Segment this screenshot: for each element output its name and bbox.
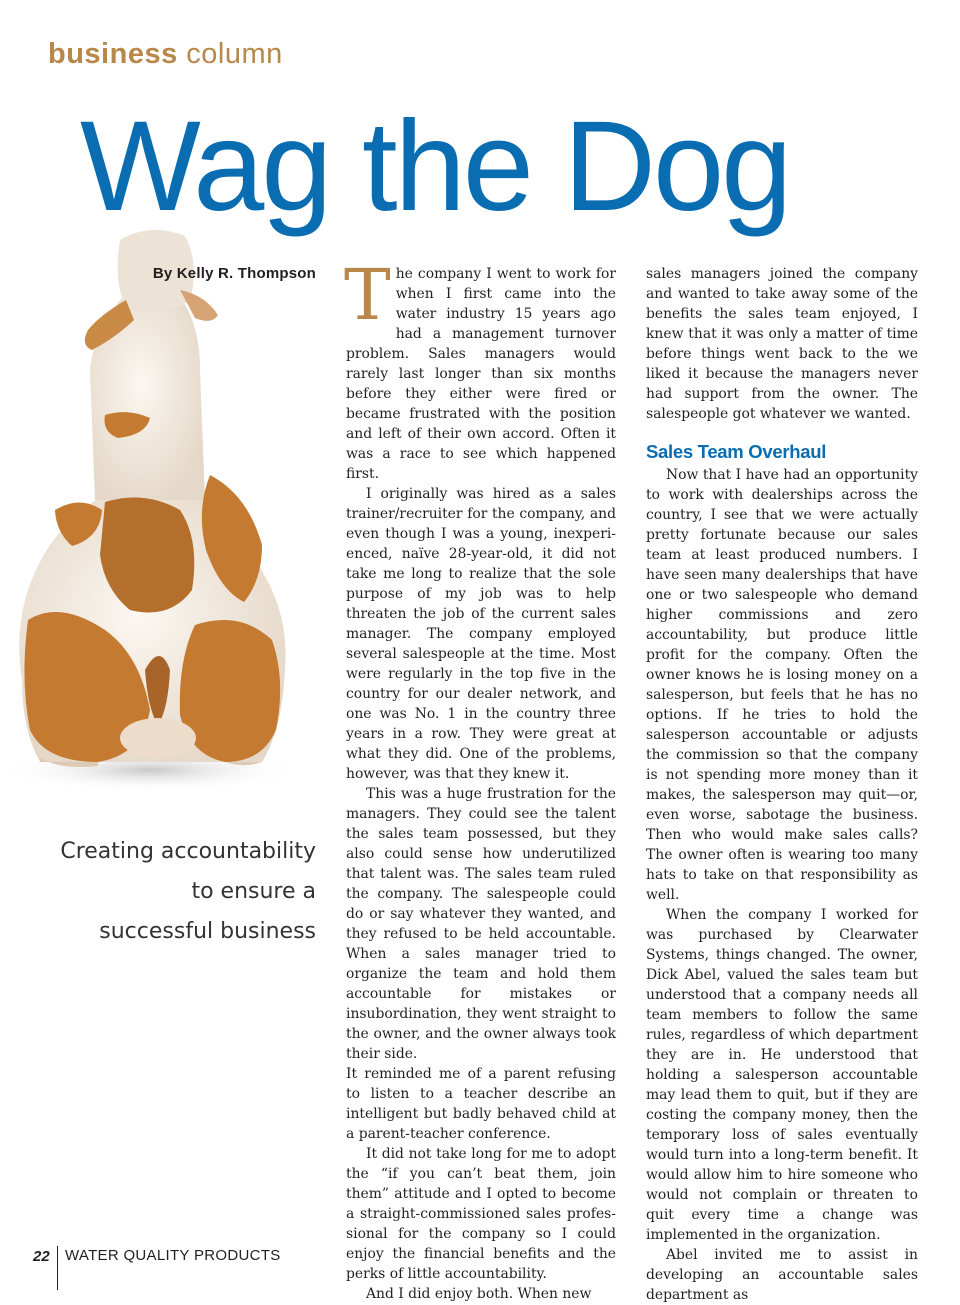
paragraph-6: And I did enjoy both. When new [366,1286,592,1302]
article-column-2 [646,264,918,1305]
paragraph-4: It reminded me of a parent refusing to listen to a teacher describe an intelligent but badly behaved child at a parent-teacher conference. [346,1066,616,1142]
paragraph-5: It did not take long for me to adopt the “if you can’t beat them, join them” attitude and I opted to become a straight-commissioned sales professional for the company so I could enjoy the financial benefits and the perks of little accountability. [346,1146,616,1282]
section-label-regular: column [186,38,283,70]
paragraph-10: Abel invited me to assist in developing an accountable sales department as [646,1247,918,1303]
subhead: Sales Team Overhaul [646,441,827,462]
paragraph-8: Now that I have had an opportunity to work with dealerships across the country, I see that we were actually pretty fortunate because our sales team at least produced numbers. I have seen many dealerships that have one or two salespeople who demand higher commissions and zero accountability, but produce little profit for the company. Often the owner knows he is losing money on a salesperson, but feels that he has no options. If he tries to hold the salesperson accountable or adjusts the commission so that the company is not spending more money than it makes, the salesperson may quit—or, even worse, sabotage the business. Then who would make sales calls? The owner often is wearing too many hats to take on that responsibility as well. [646,467,918,903]
paragraph-1 [344,254,616,484]
paragraph-2: I originally was hired as a sales trainer/recruiter for the company, and even though I was a young, inexperienced, naïve 28-year-old, it did not take me long to realize that the sole purpose of my job was to help threaten the job of the current sales manager. The company employed several salespeople at the time. Most were regularly in the top five in the country for our dealer network, and one was No. 1 in the country three years in a row. They were great at what they did. One of the problems, however, was that they knew it. [346,486,616,782]
deck-line-1: Creating accountability [60,839,316,864]
article-column-1 [344,254,616,1304]
bulldog-image [0,210,335,810]
footer-divider [57,1246,58,1290]
publication-name: WATER QUALITY PRODUCTS [65,1247,281,1264]
drop-cap: T [344,254,391,336]
paragraph-7: sales managers joined the company and wanted to take away some of the benefits the sales team enjoyed, I knew that it was only a matter of time before things went back to the we liked it because the managers never had support from the owner. The salespeople got whatever we wanted. [646,266,918,422]
page-number: 22 [33,1248,50,1265]
byline: By Kelly R. Thompson [152,265,316,282]
deck-line-2: to ensure a [191,879,316,904]
deck-line-3: successful business [99,919,316,944]
headline: Wag the Dog [80,95,790,238]
paragraph-9: When the company I worked for was purchased by Clearwater Systems, things changed. The owner, Dick Abel, valued the sales team but understood that a company needs all team members to follow the same rules, regardless of which department they are in. He understood that holding a salesperson accountable may lead them to quit, but if they are costing the company money, then the temporary loss of sales eventually would turn into a long-term benefit. It would allow him to hire someone who would not complain or threaten to quit every time a change was implemented in the organization. [646,907,918,1243]
section-label-bold: business [48,38,178,70]
paragraph-1-text: he company I went to work for when I first came into the water industry 15 years ago had a management turnover problem. Sales managers would rarely last longer than six months before they either were fired or became frustrated with the position and left of their own accord. Often it was a race to see which happened first. [346,266,616,482]
deck [30,832,316,952]
paragraph-3: This was a huge frustration for the managers. They could see the talent the sales team possessed, but they also could sense how underutilized that talent was. The sales team ruled the company. The salespeople could do or say whatever they wanted, and they refused to be held accountable. When a sales manager tried to organize the team and hold them accountable for mistakes or insubordination, they went straight to the owner, and the owner always took their side. [346,786,616,1062]
section-label [48,38,283,71]
